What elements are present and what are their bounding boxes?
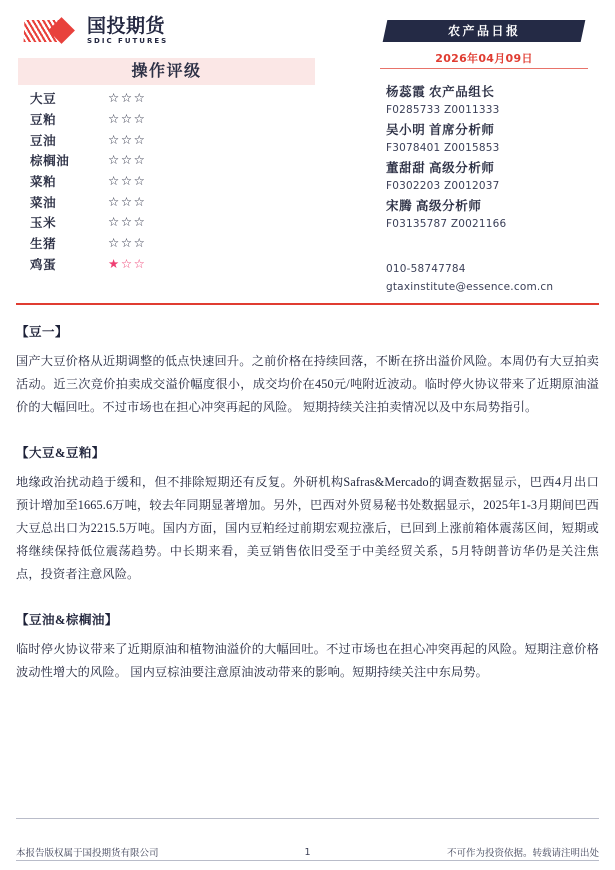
- analyst-license-code: F0302203 Z0012037: [386, 180, 500, 192]
- rating-stars: [108, 173, 146, 189]
- star-empty-icon: ☆: [120, 194, 134, 209]
- report-banner: [383, 20, 586, 42]
- rating-commodity-name: 豆粕: [30, 113, 57, 128]
- rating-row: [18, 254, 315, 275]
- section-body: 地缘政治扰动趋于缓和，但不排除短期还有反复。外研机构Safras&Mercado的调查数据显示，巴西4月出口预计增加至1665.6万吨，较去年同期显著增加。另外，巴西对外贸易秘书处数据显示，2025年1-3月期间巴西大豆总出口为2215.5万吨。国内方面，国内豆粕经过前期宏观拉涨后，已回到上涨前箱体震荡区间，短期或将继续保持低位震荡趋势。中长期来看，美豆销售依旧受至于中美经贸关系，5月特朗普访华仍是关注焦点，投资者注意风险。: [16, 475, 599, 581]
- star-empty-icon: ☆: [108, 132, 121, 147]
- rating-row: [18, 150, 315, 171]
- rating-stars: [108, 90, 146, 106]
- rating-commodity-name: 菜油: [30, 195, 57, 210]
- analyst-list: [386, 84, 596, 236]
- star-empty-icon: ☆: [133, 112, 147, 127]
- rating-list: [18, 88, 315, 274]
- star-empty-icon: ☆: [120, 174, 134, 189]
- star-empty-icon: ☆: [133, 194, 147, 209]
- star-empty-icon: ☆: [120, 132, 134, 147]
- footer-disclaimer: 不可作为投资依据。转载请注明出处: [446, 848, 599, 859]
- star-empty-icon: ☆: [108, 174, 121, 189]
- rating-stars: [108, 256, 146, 272]
- star-empty-icon: ☆: [120, 112, 134, 127]
- star-empty-icon: ☆: [108, 236, 121, 251]
- star-empty-icon: ☆: [133, 256, 147, 271]
- analyst-name: 吴小明 首席分析师: [386, 123, 495, 137]
- analyst-license-code: F03135787 Z0021166: [386, 218, 507, 230]
- rating-row: [18, 129, 315, 150]
- star-empty-icon: ☆: [120, 91, 134, 106]
- header-body-divider: [16, 303, 599, 305]
- rating-stars: [108, 194, 146, 210]
- banner-divider: [380, 68, 588, 69]
- rating-row: [18, 109, 315, 130]
- rating-row: [18, 191, 315, 212]
- star-empty-icon: ☆: [120, 256, 134, 271]
- footer-divider-top: [16, 818, 599, 819]
- rating-commodity-name: 玉米: [30, 216, 57, 231]
- rating-row: [18, 171, 315, 192]
- star-empty-icon: ☆: [108, 194, 121, 209]
- analyst-license-code: F3078401 Z0015853: [386, 142, 500, 154]
- star-empty-icon: ☆: [108, 215, 121, 230]
- report-section: [16, 610, 599, 684]
- analyst-license-code: F0285733 Z0011333: [386, 104, 500, 116]
- logo-company-name-cn: 国投期货: [87, 15, 166, 37]
- rating-row: [18, 88, 315, 109]
- star-empty-icon: ☆: [120, 215, 134, 230]
- page-footer: [16, 845, 599, 859]
- star-empty-icon: ☆: [133, 236, 147, 251]
- contact-email[interactable]: gtaxinstitute@essence.com.cn: [386, 281, 554, 293]
- rating-row: [18, 212, 315, 233]
- section-body: 临时停火协议带来了近期原油和植物油溢价的大幅回吐。不过市场也在担心冲突再起的风险。短期注意价格波动性增大的风险。 国内豆棕油要注意原油波动带来的影响。短期持续关注中东局势。: [16, 642, 599, 679]
- star-empty-icon: ☆: [133, 174, 147, 189]
- sdic-logo-mark-icon: [24, 18, 82, 44]
- star-empty-icon: ☆: [108, 112, 121, 127]
- star-empty-icon: ☆: [120, 153, 134, 168]
- section-title: 【豆一】: [16, 325, 69, 339]
- rating-stars: [108, 132, 146, 148]
- footer-divider-bottom: [16, 860, 599, 861]
- rating-commodity-name: 棕榈油: [30, 154, 70, 169]
- star-empty-icon: ☆: [133, 91, 147, 106]
- rating-stars: [108, 152, 146, 168]
- rating-commodity-name: 大豆: [30, 92, 57, 107]
- section-title: 【豆油&棕榈油】: [16, 613, 118, 627]
- analyst-name: 宋腾 高级分析师: [386, 199, 482, 213]
- contact-block: [386, 260, 601, 296]
- report-content: [16, 322, 599, 700]
- rating-stars: [108, 111, 146, 127]
- section-body: 国产大豆价格从近期调整的低点快速回升。之前价格在持续回落，不断在挤出溢价风险。本周仍有大豆拍卖活动。近三次竞价拍卖成交溢价幅度很小，成交均价在450元/吨附近波动。临时停火协议带来了近期原油溢价的大幅回吐。不过市场也在担心冲突再起的风险。 短期持续关注拍卖情况以及中东局势指引。: [16, 354, 599, 414]
- analyst-name: 董甜甜 高级分析师: [386, 161, 495, 175]
- star-empty-icon: ☆: [120, 236, 134, 251]
- report-banner-label: 农产品日报: [447, 24, 521, 38]
- contact-phone: 010-58747784: [386, 263, 466, 275]
- rating-panel-title: 操作评级: [18, 58, 315, 85]
- rating-commodity-name: 生猪: [30, 237, 57, 252]
- star-empty-icon: ☆: [133, 153, 147, 168]
- footer-page-number: 1: [304, 846, 311, 858]
- rating-commodity-name: 豆油: [30, 133, 57, 148]
- star-empty-icon: ☆: [133, 215, 147, 230]
- footer-copyright: 本报告版权属于国投期货有限公司: [16, 848, 159, 859]
- report-header: [0, 0, 615, 300]
- report-date: 2026年04月09日: [435, 52, 533, 65]
- report-section: [16, 443, 599, 586]
- analyst-name: 杨蕊霞 农产品组长: [386, 85, 495, 99]
- section-title: 【大豆&豆粕】: [16, 446, 105, 460]
- report-section: [16, 322, 599, 419]
- star-empty-icon: ☆: [108, 153, 121, 168]
- rating-stars: [108, 235, 146, 251]
- star-empty-icon: ☆: [133, 132, 147, 147]
- star-filled-icon: ★: [108, 256, 121, 271]
- rating-commodity-name: 菜粕: [30, 175, 57, 190]
- rating-commodity-name: 鸡蛋: [30, 257, 57, 272]
- company-logo: [24, 17, 168, 45]
- rating-stars: [108, 214, 146, 230]
- logo-company-name-en: SDIC FUTURES: [87, 37, 169, 45]
- star-empty-icon: ☆: [108, 91, 121, 106]
- rating-row: [18, 233, 315, 254]
